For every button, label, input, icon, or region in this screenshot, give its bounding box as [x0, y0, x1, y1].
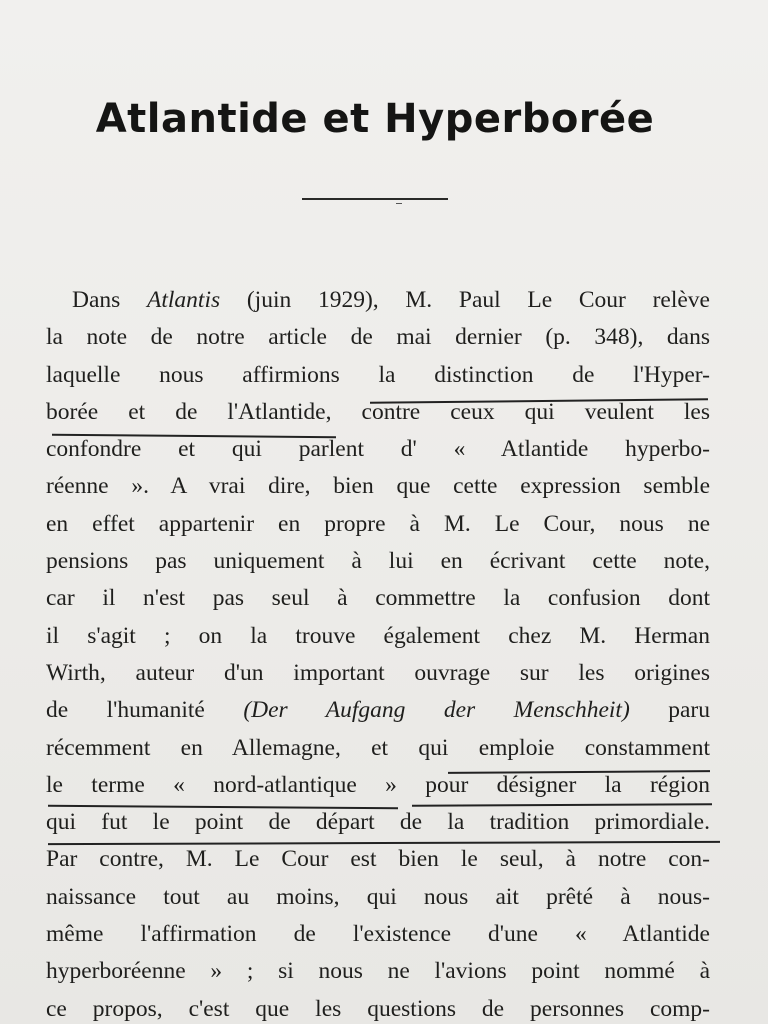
text-line: en effet appartenir en propre à M. Le Cour, nous ne — [46, 510, 710, 537]
text-line: naissance tout au moins, qui nous ait prêté à nous- — [46, 883, 710, 910]
text-line: laquelle nous affirmions la distinction de l'Hyper- — [46, 361, 710, 388]
page-title: Atlantide et Hyperborée — [95, 96, 655, 142]
text-line: confondre et qui parlent d' « Atlantide hyperbo- — [46, 436, 710, 463]
text-line: de l'humanité (Der Aufgang der Menschheit) paru — [46, 697, 710, 724]
text-line: récemment en Allemagne, et qui emploie constamment — [46, 734, 710, 761]
text-line: pensions pas uniquement à lui en écrivant cette note, — [46, 548, 710, 575]
text-line: le terme « nord-atlantique » pour désigner la région — [46, 771, 710, 798]
text-line: car il n'est pas seul à commettre la confusion dont — [46, 585, 710, 612]
text-line: il s'agit ; on la trouve également chez M. Herman — [46, 622, 710, 649]
text-line: borée et de l'Atlantide, contre ceux qui veulent les — [46, 398, 710, 425]
text-line: Dans Atlantis (juin 1929), M. Paul Le Cour relève — [72, 287, 710, 313]
title-divider — [302, 198, 448, 200]
text-line: hyperboréenne » ; si nous ne l'avions point nommé à — [46, 958, 710, 985]
text-line: Par contre, M. Le Cour est bien le seul, à notre con- — [46, 846, 710, 873]
text-line: même l'affirmation de l'existence d'une « Atlantide — [46, 921, 710, 948]
text-line: Wirth, auteur d'un important ouvrage sur les origines — [46, 659, 710, 686]
paragraph — [46, 282, 710, 1024]
text-line: qui fut le point de départ de la tradition primordiale. — [46, 809, 710, 836]
text-line: ce propos, c'est que les questions de personnes comp- — [46, 995, 710, 1022]
text-line: réenne ». A vrai dire, bien que cette expression semble — [46, 473, 710, 500]
text-line: la note de notre article de mai dernier (p. 348), dans — [46, 324, 710, 351]
